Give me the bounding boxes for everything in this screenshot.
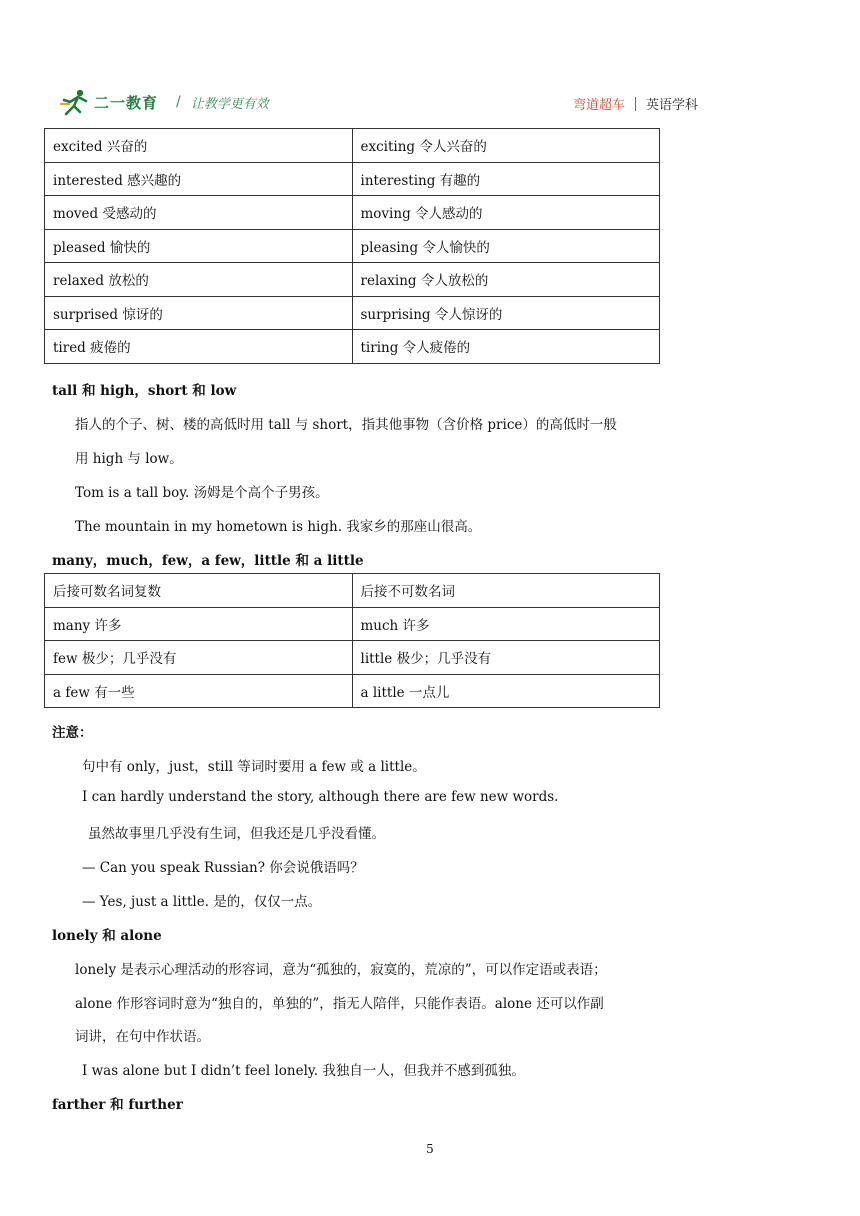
table-row <box>45 162 660 196</box>
table-cell: moved 受感动的 <box>45 196 353 230</box>
page-header <box>58 86 698 118</box>
example-sentence: I was alone but I didn’t feel lonely. 我独自一人，但我并不感到孤独。 <box>82 1063 525 1079</box>
table-cell: little 极少；几乎没有 <box>352 641 660 675</box>
table-cell: moving 令人感动的 <box>352 196 660 230</box>
table-row <box>45 229 660 263</box>
example-translation: 虽然故事里几乎没有生词，但我还是几乎没看懂。 <box>88 826 385 842</box>
paragraph-line: 指人的个子、树、楼的高低时用 tall 与 short，指其他事物（含价格 price）的高低时一般 <box>75 417 617 433</box>
paragraph-line: lonely 是表示心理活动的形容词，意为“孤独的，寂寞的，荒凉的”，可以作定语或表语； <box>75 962 607 978</box>
brand-text: 弯道超车 <box>572 98 625 113</box>
table-row <box>45 641 660 675</box>
dialogue-line: — Yes, just a little. 是的，仅仅一点。 <box>82 894 322 910</box>
table-row <box>45 263 660 297</box>
example-sentence: I can hardly understand the story, although there are few new words. <box>82 789 559 805</box>
table-row <box>45 607 660 641</box>
table-cell: a few 有一些 <box>45 674 353 708</box>
table-cell: surprising 令人惊讶的 <box>352 296 660 330</box>
header-right <box>573 94 698 113</box>
table-row <box>45 330 660 364</box>
section-heading-farther-further: farther 和 further <box>52 1097 183 1113</box>
table-cell: interesting 有趣的 <box>352 162 660 196</box>
table-cell: 后接不可数名词 <box>352 574 660 608</box>
table-cell: surprised 惊讶的 <box>45 296 353 330</box>
table-row <box>45 574 660 608</box>
table-cell: exciting 令人兴奋的 <box>352 129 660 163</box>
paragraph-line: alone 作形容词时意为“独自的，单独的”，指无人陪伴，只能作表语。alone 还可以作副 <box>75 996 604 1012</box>
table-row <box>45 674 660 708</box>
subject-text: 英语学科 <box>645 98 698 113</box>
slogan: 让教学更有效 <box>190 96 269 112</box>
table-cell: pleasing 令人愉快的 <box>352 229 660 263</box>
table-cell: relaxing 令人放松的 <box>352 263 660 297</box>
table-row <box>45 196 660 230</box>
paragraph-line: 词讲，在句中作状语。 <box>75 1029 210 1045</box>
section-heading-many-much: many，much，few，a few，little 和 a little <box>52 553 364 569</box>
paragraph-line: 用 high 与 low。 <box>75 451 183 467</box>
section-heading-lonely-alone: lonely 和 alone <box>52 928 162 944</box>
table-cell: much 许多 <box>352 607 660 641</box>
table-cell: few 极少；几乎没有 <box>45 641 353 675</box>
table-cell: a little 一点儿 <box>352 674 660 708</box>
table-row <box>45 296 660 330</box>
table-cell: many 许多 <box>45 607 353 641</box>
header-divider <box>635 97 636 111</box>
slogan-separator: / <box>176 94 181 110</box>
table-cell: excited 兴奋的 <box>45 129 353 163</box>
quantifier-table <box>44 573 660 708</box>
table-cell: tired 疲倦的 <box>45 330 353 364</box>
runner-logo-icon <box>58 88 92 116</box>
table-cell: pleased 愉快的 <box>45 229 353 263</box>
note-heading: 注意： <box>52 725 93 741</box>
example-sentence: Tom is a tall boy. 汤姆是个高个子男孩。 <box>75 485 329 501</box>
dialogue-line: — Can you speak Russian? 你会说俄语吗？ <box>82 860 364 876</box>
table-cell: 后接可数名词复数 <box>45 574 353 608</box>
example-sentence: The mountain in my hometown is high. 我家乡的那座山很高。 <box>75 519 482 535</box>
table-cell: tiring 令人疲倦的 <box>352 330 660 364</box>
table-cell: interested 感兴趣的 <box>45 162 353 196</box>
section-heading-tall-high: tall 和 high，short 和 low <box>52 383 237 399</box>
table-row <box>45 129 660 163</box>
page-number: 5 <box>426 1142 434 1156</box>
table-cell: relaxed 放松的 <box>45 263 353 297</box>
logo <box>58 86 269 118</box>
logo-text: 二一教育 <box>94 93 159 112</box>
adjective-table <box>44 128 660 364</box>
note-line: 句中有 only，just，still 等词时要用 a few 或 a little。 <box>82 759 426 775</box>
